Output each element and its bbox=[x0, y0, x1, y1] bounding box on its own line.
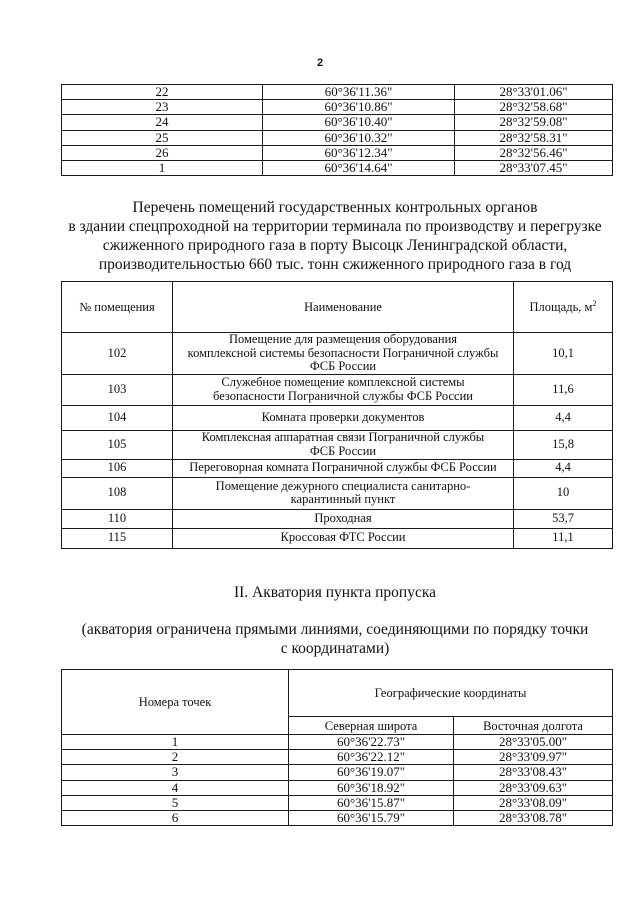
heading-line: Перечень помещений государственных контрольных органов bbox=[132, 199, 538, 216]
point-number: 4 bbox=[62, 780, 289, 795]
latitude: 60°36'14.64" bbox=[263, 160, 455, 175]
header-area bbox=[514, 282, 613, 333]
heading-line: производительностью 660 тыс. тонн сжиженного природного газа в год bbox=[98, 256, 572, 273]
latitude: 60°36'12.34" bbox=[263, 145, 455, 160]
longitude: 28°33'01.06" bbox=[455, 85, 613, 100]
heading-line: сжиженного природного газа в порту Высоцк Ленинградской области, bbox=[102, 237, 568, 254]
premises-table bbox=[61, 281, 613, 549]
table-row bbox=[62, 509, 613, 528]
point-number: 1 bbox=[62, 735, 289, 750]
name-line: карантинный пункт bbox=[290, 492, 396, 506]
name-line: Комплексная аппаратная связи Пограничной службы bbox=[201, 430, 485, 444]
coordinates-table-continued bbox=[61, 84, 613, 176]
name-line: Служебное помещение комплексной системы bbox=[221, 375, 465, 389]
table-row bbox=[62, 85, 613, 100]
room-area: 4,4 bbox=[514, 459, 613, 477]
note-line: (акватория ограничена прямыми линиями, соединяющими по порядку точки bbox=[81, 621, 589, 638]
room-area: 11,1 bbox=[514, 528, 613, 548]
longitude: 28°33'09.63" bbox=[454, 780, 613, 795]
latitude: 60°36'22.73" bbox=[289, 735, 454, 750]
latitude: 60°36'15.79" bbox=[289, 810, 454, 825]
name-line: Комната проверки документов bbox=[261, 409, 425, 424]
point-number: 25 bbox=[62, 130, 263, 145]
table-row bbox=[62, 430, 613, 459]
room-area: 11,6 bbox=[514, 374, 613, 405]
name-line: Помещение дежурного специалиста санитарно- bbox=[215, 478, 471, 493]
longitude: 28°33'09.97" bbox=[454, 750, 613, 765]
page-number: 2 bbox=[316, 57, 324, 69]
table-row bbox=[62, 795, 613, 810]
room-name bbox=[173, 509, 514, 528]
table-row bbox=[62, 145, 613, 160]
point-number: 3 bbox=[62, 765, 289, 780]
longitude: 28°33'07.45" bbox=[455, 160, 613, 175]
table-row bbox=[62, 405, 613, 430]
room-name bbox=[173, 374, 514, 405]
name-line: Помещение для размещения оборудования bbox=[228, 332, 458, 346]
room-name bbox=[173, 477, 514, 509]
point-number: 24 bbox=[62, 115, 263, 130]
latitude: 60°36'11.36" bbox=[263, 85, 455, 100]
premises-heading bbox=[40, 198, 630, 274]
longitude: 28°32'58.68" bbox=[455, 100, 613, 115]
point-number: 23 bbox=[62, 100, 263, 115]
latitude: 60°36'10.32" bbox=[263, 130, 455, 145]
room-area: 53,7 bbox=[514, 509, 613, 528]
name-line: комплексной системы безопасности Пограничной службы bbox=[187, 345, 499, 360]
point-number: 6 bbox=[62, 810, 289, 825]
table-row bbox=[62, 100, 613, 115]
longitude: 28°33'05.00" bbox=[454, 735, 613, 750]
table-row bbox=[62, 735, 613, 750]
table-row bbox=[62, 160, 613, 175]
room-name bbox=[173, 528, 514, 548]
point-number: 2 bbox=[62, 750, 289, 765]
name-line: ФСБ России bbox=[309, 359, 377, 373]
heading-line: в здании спецпроходной на территории терминала по производству и перегрузке bbox=[68, 218, 602, 235]
header-points: Номера точек bbox=[62, 670, 289, 735]
point-number: 5 bbox=[62, 795, 289, 810]
room-name bbox=[173, 333, 514, 375]
header-area-label: Площадь, м bbox=[529, 300, 593, 314]
room-number: 102 bbox=[62, 333, 173, 375]
table-row bbox=[62, 810, 613, 825]
room-area: 10 bbox=[514, 477, 613, 509]
header-name: Наименование bbox=[173, 282, 514, 333]
room-number: 104 bbox=[62, 405, 173, 430]
room-number: 115 bbox=[62, 528, 173, 548]
header-row bbox=[62, 282, 613, 333]
room-number: 103 bbox=[62, 374, 173, 405]
table-row bbox=[62, 115, 613, 130]
latitude: 60°36'22.12" bbox=[289, 750, 454, 765]
table-row bbox=[62, 765, 613, 780]
section-title: II. Акватория пункта пропуска bbox=[233, 584, 437, 601]
room-number: 105 bbox=[62, 430, 173, 459]
table-row bbox=[62, 333, 613, 375]
room-area: 15,8 bbox=[514, 430, 613, 459]
header-geo-coordinates: Географические координаты bbox=[289, 670, 613, 717]
longitude: 28°33'08.09" bbox=[454, 795, 613, 810]
room-number: 108 bbox=[62, 477, 173, 509]
room-name bbox=[173, 459, 514, 477]
room-area: 10,1 bbox=[514, 333, 613, 375]
table-row bbox=[62, 750, 613, 765]
name-line: безопасности Пограничной службы ФСБ России bbox=[213, 388, 473, 403]
latitude: 60°36'18.92" bbox=[289, 780, 454, 795]
name-line: Кроссовая ФТС России bbox=[280, 530, 406, 545]
point-number: 1 bbox=[62, 160, 263, 175]
longitude: 28°32'58.31" bbox=[455, 130, 613, 145]
header-room-number: № помещения bbox=[62, 282, 173, 333]
section-note bbox=[40, 620, 630, 658]
table-row bbox=[62, 374, 613, 405]
longitude: 28°33'08.78" bbox=[454, 810, 613, 825]
longitude: 28°32'59.08" bbox=[455, 115, 613, 130]
water-area-coordinates-table bbox=[61, 669, 613, 826]
latitude: 60°36'19.07" bbox=[289, 765, 454, 780]
latitude: 60°36'15.87" bbox=[289, 795, 454, 810]
room-area: 4,4 bbox=[514, 405, 613, 430]
point-number: 22 bbox=[62, 85, 263, 100]
latitude: 60°36'10.40" bbox=[263, 115, 455, 130]
room-name bbox=[173, 430, 514, 459]
room-number: 106 bbox=[62, 459, 173, 477]
point-number: 26 bbox=[62, 145, 263, 160]
latitude: 60°36'10.86" bbox=[263, 100, 455, 115]
room-name bbox=[173, 405, 514, 430]
superscript: 2 bbox=[592, 299, 597, 308]
header-row bbox=[62, 670, 613, 717]
table-row bbox=[62, 130, 613, 145]
room-number: 110 bbox=[62, 509, 173, 528]
table-row bbox=[62, 459, 613, 477]
name-line: Проходная bbox=[314, 510, 372, 525]
header-latitude: Северная широта bbox=[289, 717, 454, 735]
longitude: 28°32'56.46" bbox=[455, 145, 613, 160]
name-line: Переговорная комната Пограничной службы ФСБ России bbox=[189, 460, 497, 475]
table-row bbox=[62, 780, 613, 795]
table-row bbox=[62, 477, 613, 509]
name-line: ФСБ России bbox=[309, 443, 377, 458]
longitude: 28°33'08.43" bbox=[454, 765, 613, 780]
table-row bbox=[62, 528, 613, 548]
header-longitude: Восточная долгота bbox=[454, 717, 613, 735]
note-line: с координатами) bbox=[280, 640, 390, 657]
